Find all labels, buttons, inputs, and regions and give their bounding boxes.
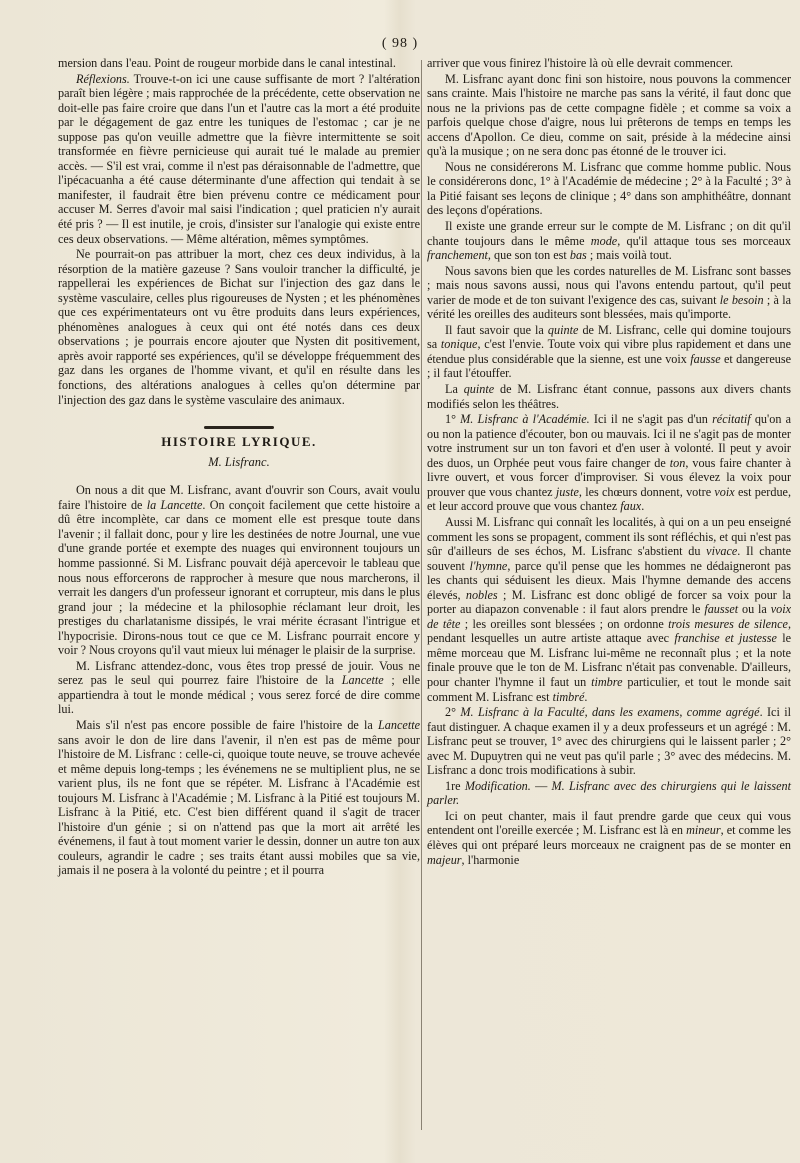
right-column [427, 56, 791, 867]
text-italic: récitatif [712, 412, 751, 427]
text-italic: Modification. [464, 778, 531, 793]
text: On nous a dit que M. Lisfranc, avant d'ouvrir son Cours, avait voulu faire l'histoire de [58, 483, 420, 512]
text-italic: M. Lisfranc avec des chirurgiens qui le laissent parler. [427, 778, 791, 808]
text-italic: bas [569, 248, 587, 263]
paragraph [58, 659, 420, 717]
section-subtitle: M. Lisfranc. [208, 454, 270, 469]
text-italic: l'hymne [469, 558, 508, 573]
text-italic: mineur [686, 823, 721, 838]
paragraph [427, 323, 791, 381]
text: M. Lisfranc ayant donc fini son histoire, nous pouvons la commencer sans crainte. Mais l'histoire ne marche pas sans la vérité, il faut donc que nous ne la privions pas de cette compagne fidèle ; et comme sa voix a parfois quelque chose d'aigre, nous lui prêterons de temps en temps les accens d'Apollon. Ce dieu, comme on sait, préside à la médecine ainsi qu'à la musique ; on ne sera donc pas étonné de le trouver ici. [427, 71, 791, 159]
text: Nous savons bien que les cordes naturelles de M. Lisfranc sont basses ; mais nous savons aussi, nous qui l'avons entendu partout, qu'il peut varier de mode et de ton suivant l'exigence des cas, suivant [427, 263, 791, 307]
text-italic: fausset [704, 602, 739, 617]
text-italic: quinte [463, 382, 495, 397]
text: M. Lisfranc attendez-donc, vous êtes trop pressé de jouir. Vous ne serez pas le seul qui pourrez faire l'histoire de la [58, 658, 420, 688]
text-italic: nobles [465, 587, 498, 602]
text-italic: le besoin [719, 292, 764, 307]
page-number: ( 98 ) [381, 36, 419, 51]
text: . [584, 689, 588, 704]
paragraph [58, 483, 420, 658]
text: Aussi M. Lisfranc qui connaît les localités, à qui on a un peu enseigné comment les sons se propagent, comment ils sont réfléchis, et qui n'est pas sûr d'ailleurs de ses échos, M. Lisfranc s'abstient du [427, 514, 791, 559]
paragraph [427, 219, 791, 263]
text-italic: quinte [547, 322, 579, 337]
text-italic: timbré [552, 689, 585, 704]
text: . Il chante souvent [427, 544, 791, 573]
text: 1re [445, 778, 465, 793]
text-italic: la Lancette [146, 497, 203, 512]
text-italic: voix [714, 484, 735, 499]
paragraph [58, 72, 420, 247]
text-italic: mode [590, 233, 618, 248]
text-italic: ton [669, 455, 686, 470]
paragraph [427, 515, 791, 704]
text: mersion dans l'eau. Point de rougeur morbide dans le canal intestinal. [58, 56, 396, 70]
text: — [530, 778, 552, 793]
text: , et comme les élèves qui ont préparé leurs morceaux ne craignent pas de se monter en [427, 823, 791, 852]
text: Mais s'il n'est pas encore possible de faire l'histoire de la [76, 717, 379, 732]
paragraph [58, 247, 420, 407]
paragraph [427, 382, 791, 411]
text-italic: voix de tête [427, 602, 791, 631]
paragraph [427, 264, 791, 322]
reflexions-label: Réflexions. [76, 71, 130, 86]
paragraph [427, 809, 791, 867]
paragraph [427, 56, 791, 71]
text: de M. Lisfranc, celle qui domine toujours sa [427, 322, 791, 352]
text: , [679, 705, 687, 720]
text: est perdue, et leur accord prouve que vous chantez [427, 484, 791, 514]
text: . On conçoit facilement que cette histoire a dû être incomplète, car dans ce moment elle est presque toute dans l'avenir ; il fallait donc, pour y lire les destinées de notre Journal, une vue d'une grande portée et exempte des nuages qui environnent toujours un homme passionné. Si M. Lisfranc pouvait déjà apercevoir le tableau que nous nous efforcerons de rapprocher à mesure que nous marcherons, il verrait les dangers d'un professeur ignorant et corrupteur, mis dans le plus grand jour ; la médecine et la philosophie réclamant leur droit, les prestiges du charlatanisme dissipés, le vrai mérite écrasant l'intrigue et l'hypocrisie. Dirons-nous tout ce que ce M. Lisfranc pourrait encore y voir ? Nous croyons qu'il vaut mieux lui ménager le plaisir de la surprise. [58, 497, 420, 658]
section-title: HISTOIRE LYRIQUE. [161, 434, 317, 450]
ornament-divider [58, 419, 420, 425]
text-italic: comme agrégé [686, 705, 760, 720]
text: , pendant lesquelles un autre artiste attaque avec [427, 616, 791, 646]
text-italic: vivace [706, 544, 738, 559]
paragraph [427, 705, 791, 778]
text: ; mais voilà tout. [586, 248, 672, 263]
text: qu'on a ou non la patience d'écouter, bon ou mauvais. Ici il ne s'agit pas de monter votre instrument sur un ton favori et d'en user à volonté. Il peut y avoir des duos, un Orphée peut vous faire changer de [427, 412, 791, 470]
text: 2° [445, 705, 461, 720]
text: . Ici il faut distinguer. A chaque examen il y a deux professeurs et un agrégé : M. Lisfranc peut se trouver, 1° avec des chirurgiens qui le laissent parler ; 2° avec M. Dupuytren qui ne veut pas qu'il parle ; 3° avec des médecins. M. Lisfranc a donc trois modifications à subir. [427, 705, 792, 778]
text-italic: trois mesures de silence [668, 616, 788, 631]
text-italic: franchement [427, 248, 488, 263]
paragraph [427, 779, 791, 808]
text: arriver que vous finirez l'histoire là où elle devrait commencer. [427, 56, 734, 70]
text: ; M. Lisfranc est donc obligé de forcer sa voix pour la porter au diapazon convenable : il faut alors prendre le [427, 587, 791, 617]
text-italic: franchise et justesse [674, 631, 777, 646]
text: , l'harmonie [461, 852, 520, 867]
text: ; les oreilles sont blessées ; on ordonne [460, 616, 669, 631]
text: . [641, 499, 645, 514]
paragraph [427, 160, 791, 218]
text: , qu'il attaque tous ses morceaux [617, 233, 791, 248]
text-italic: fausse [690, 351, 721, 366]
text: sans avoir le don de lire dans l'avenir, il n'en est pas de même pour l'histoire de M. Lisfranc : celle-ci, quoique toute neuve, se trouve achevée et même depuis long-temps ; les événemens ne se multiplient plus, ne se varient plus, ils ne font que se répéter. M. Lisfranc à l'Académie est toujours M. Lisfranc à l'Académie ; M. Lisfranc à la Pitié est toujours M. Lisfranc à la Pitié, etc. C'est bien différent quand il s'agit de tracer l'histoire d'un génie ; si on n'attend pas que la mort ait arrêté les événemens, il faut à tout moment varier le dessin, donner un autre ton aux couleurs, agrandir le cadre ; ses traits étant aussi mobiles que sa vie, jamais il ne posera à la volonté du peintre ; et il pourra [58, 732, 420, 878]
text: , que son ton est [487, 248, 570, 263]
paragraph [427, 412, 791, 514]
text-italic: M. Lisfranc à l'Académie. [460, 412, 590, 427]
text: ; à la vérité les oreilles des auditeurs sont blessées, mais qu'importe. [427, 292, 791, 322]
text-italic: faux [620, 499, 642, 514]
text: Trouve-t-on ici une cause suffisante de mort ? l'altération paraît bien légère ; mais rapprochée de la précédente, cette observation ne doit-elle pas faire croire que dans l'un et l'autre cas la mort a été produite par le dégagement de gaz entre les tuniques de l'estomac ; car je ne suppose pas qu'on veuille admettre que la fièvre intermittente se soit transformée en fièvre pernicieuse qui aurait tué le malade au premier accès. — S'il est vrai, comme il n'est pas déraisonnable de l'admettre, que l'ipécacuanha a été cause déterminante d'une affection qui tendait à se manifester, il faudrait être bien prévenu contre ce médicament pour accuser M. Serres d'avoir mal saisi l'indication ; quel praticien n'y aurait été pris ? — Il est inutile, je crois, d'insister sur l'analogie qui existe entre ces deux observations. — Même altération, mêmes symptômes. [58, 71, 420, 246]
text-italic: M. Lisfranc à la Faculté, dans les examens [460, 705, 680, 720]
text: 1° [445, 412, 461, 427]
text: ; elle appartiendra à tout le monde médical ; vous serez forcé de dire comme lui. [58, 673, 420, 717]
text: Ne pourrait-on pas attribuer la mort, chez ces deux individus, à la résorption de la matière gazeuse ? Sans vouloir trancher la difficulté, je rappellerai les expériences de Bichat sur l'injection des gaz dans le système vasculaire, celles plus rigoureuses de Nysten ; et les phénomènes que ces expérimentateurs ont vu être produits dans leurs expériences, phénomènes analogues à ceux qui ont été notés dans ces deux observations ; je pourrais encore ajouter que Nysten dit positivement, après avoir rapporté ses expériences, qu'il se développe fréquemment des gaz dans les organes de l'homme vivant, et qu'il en résulte dans les fonctions, des altérations analogues à celles qu'on détermine par l'injection des gaz dans le système vasculaire des animaux. [58, 247, 420, 407]
text: Il existe une grande erreur sur le compte de M. Lisfranc ; on dit qu'il chante toujours dans le même [427, 219, 791, 248]
text: Ici on peut chanter, mais il faut prendre garde que ceux qui vous entendent ont l'oreille exercée ; M. Lisfranc est là en [427, 808, 791, 838]
text: ou la [738, 602, 771, 617]
text-italic: majeur [427, 852, 462, 867]
text-italic: juste [555, 484, 579, 499]
text: , vous faire chanter à livre ouvert, et vous forcer d'improviser. Si vous élevez la voix pour prouver que vous chantez [427, 455, 791, 499]
text: , parce qu'il pense que les hommes ne dédaigneront pas les chants qui séduisent les dieux. Mais l'hymne demande des accens élevés, [427, 558, 791, 602]
text: Ici il ne s'agit pas d'un [589, 412, 713, 427]
text: de M. Lisfranc étant connue, passons aux divers chants modifiés selon les théâtres. [427, 382, 791, 411]
column-divider [421, 60, 422, 1130]
left-column [58, 56, 420, 878]
paragraph [58, 56, 420, 71]
text: La [445, 382, 464, 397]
text-italic: Lancette [341, 673, 384, 688]
text: Il faut savoir que la [445, 322, 548, 337]
text-italic: Lancette [378, 717, 420, 732]
text: , les chœurs donnent, votre [578, 484, 715, 499]
text: et dangereuse ; il faut l'étouffer. [427, 351, 791, 381]
text: particulier, et tout le monde sait comment M. Lisfranc est [427, 674, 791, 704]
text: le même morceau que M. Lisfranc lui-même ne reconnaît plus ; et la note finale prouve que le ton de M. Lisfranc n'était pas convenable. D'ailleurs, pour chanter l'hymne il faut un [427, 631, 791, 689]
text: Nous ne considérerons M. Lisfranc que comme homme public. Nous le considérerons donc, 1° à l'Académie de médecine ; 2° à la Faculté ; 3° à la Pitié faisant ses leçons de clinique ; 4° dans son amphithéâtre, donnant des leçons d'opérations. [427, 159, 791, 218]
paragraph [58, 718, 420, 878]
paragraph [427, 72, 791, 159]
text: , c'est l'envie. Toute voix qui vibre plus rapidement et dans une étendue plus considérable que la sienne, est une voix [427, 337, 792, 366]
text-italic: timbre [591, 674, 623, 689]
text-italic: tonique [440, 337, 478, 352]
